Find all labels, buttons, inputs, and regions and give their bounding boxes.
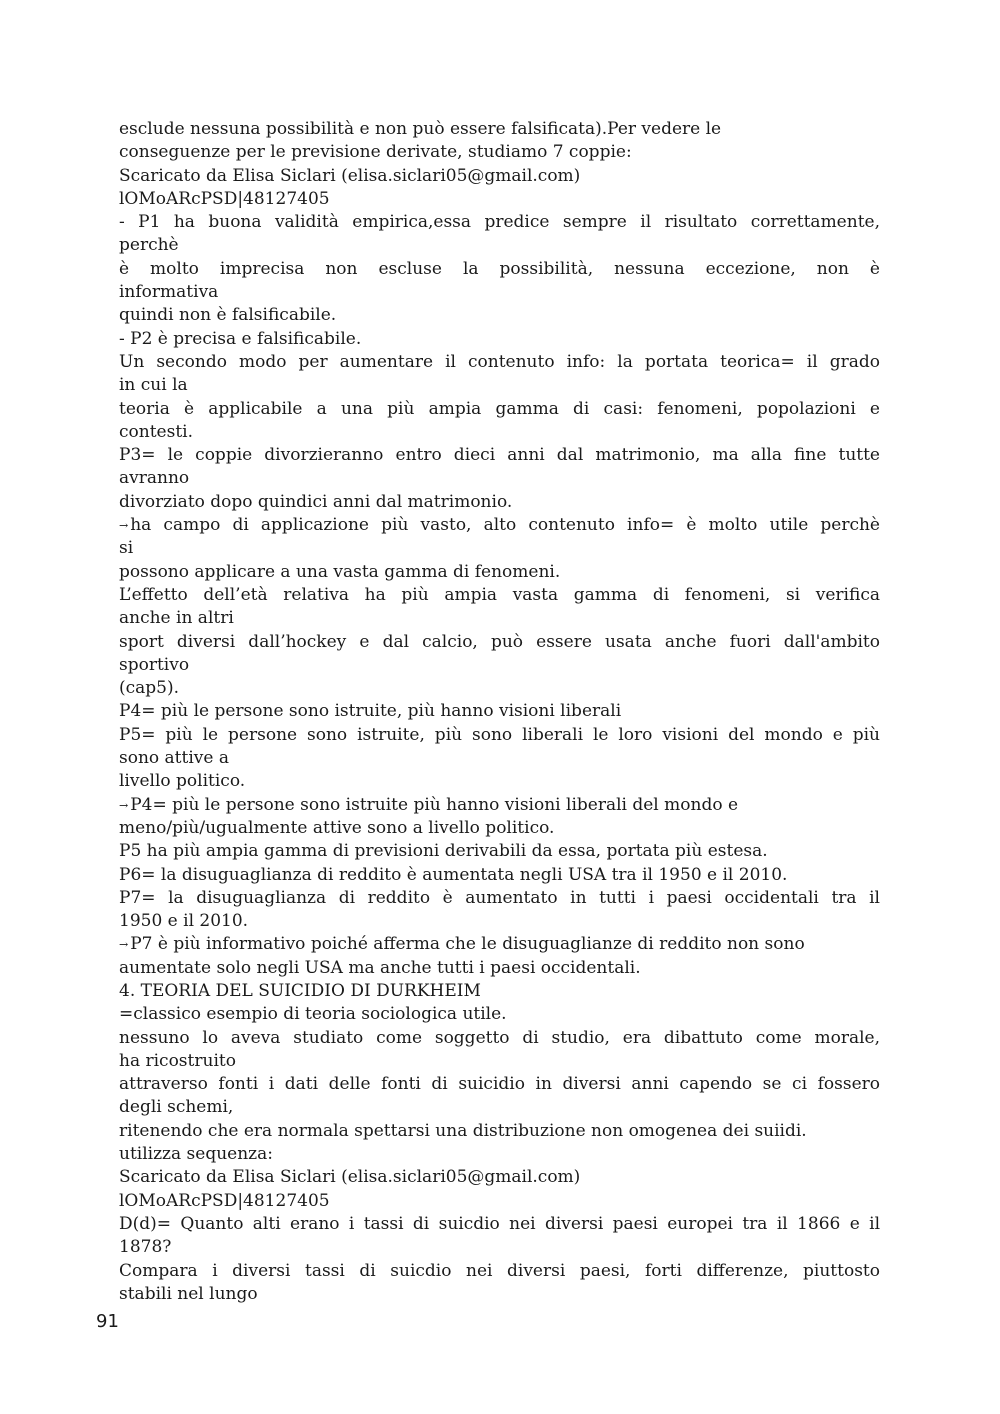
text-line [119, 421, 880, 444]
text-line-content: teoria è applicabile a una più ampia gamma di casi: fenomeni, popolazioni e [119, 398, 880, 419]
text-line-content: sportivo [119, 654, 190, 675]
text-line [119, 840, 880, 863]
text-line [119, 351, 880, 374]
text-line-content: anche in altri [119, 608, 234, 629]
text-line-content: perchè [119, 235, 179, 256]
text-line [119, 1260, 880, 1283]
text-line-content: P3= le coppie divorzieranno entro dieci anni dal matrimonio, ma alla fine tutte [119, 445, 880, 466]
text-line [119, 211, 880, 234]
arrow-icon: → [119, 938, 129, 952]
text-line [119, 514, 880, 537]
text-line-content: è molto imprecisa non escluse la possibilità, nessuna eccezione, non è [119, 258, 880, 279]
text-line [119, 770, 880, 793]
text-line-content: P7= la disuguaglianza di reddito è aumentato in tutti i paesi occidentali tra il [119, 887, 880, 908]
text-line [119, 304, 880, 327]
text-line [119, 258, 880, 281]
text-line-content: - P1 ha buona validità empirica,essa predice sempre il risultato correttamente, [119, 212, 880, 233]
text-line-content: - P2 è precisa e falsificabile. [119, 328, 362, 349]
text-line [119, 864, 880, 887]
text-line [119, 118, 880, 141]
text-line [119, 584, 880, 607]
text-line [119, 1143, 880, 1166]
text-line-content: (cap5). [119, 678, 180, 699]
text-line-content: P7 è più informativo poiché afferma che le disuguaglianze di reddito non sono [130, 934, 805, 955]
text-line [119, 1213, 880, 1236]
text-line-content: divorziato dopo quindici anni dal matrimonio. [119, 491, 513, 512]
text-line [119, 1027, 880, 1050]
text-line-content: quindi non è falsificabile. [119, 305, 337, 326]
text-line-content: D(d)= Quanto alti erano i tassi di suicdio nei diversi paesi europei tra il 1866 e il [119, 1213, 880, 1234]
text-line-content: stabili nel lungo [119, 1283, 258, 1304]
text-line [119, 374, 880, 397]
text-line-content: sono attive a [119, 748, 229, 769]
text-line-content: nessuno lo aveva studiato come soggetto di studio, era dibattuto come morale, [119, 1027, 880, 1048]
text-line [119, 654, 880, 677]
text-line [119, 1073, 880, 1096]
text-line-content: 1878? [119, 1237, 172, 1258]
text-line-content: informativa [119, 282, 219, 303]
text-line [119, 910, 880, 933]
text-line-content: conseguenze per le previsione derivate, studiamo 7 coppie: [119, 142, 632, 163]
text-line [119, 817, 880, 840]
text-line [119, 537, 880, 560]
text-line-content: 4. TEORIA DEL SUICIDIO DI DURKHEIM [119, 980, 481, 1001]
text-line [119, 165, 880, 188]
text-line-content: avranno [119, 468, 190, 489]
text-line [119, 747, 880, 770]
text-line [119, 933, 880, 956]
arrow-icon: → [119, 798, 129, 812]
text-line-content: P5= più le persone sono istruite, più sono liberali le loro visioni del mondo e più [119, 724, 880, 745]
text-line-content: sport diversi dall’hockey e dal calcio, può essere usata anche fuori dall'ambito [119, 631, 880, 652]
text-line [119, 398, 880, 421]
text-line-content: degli schemi, [119, 1097, 234, 1118]
arrow-icon: → [119, 519, 129, 533]
text-line-content: P4= più le persone sono istruite, più hanno visioni liberali [119, 701, 622, 722]
text-line-content: possono applicare a una vasta gamma di fenomeni. [119, 561, 561, 582]
text-line-content: Compara i diversi tassi di suicdio nei diversi paesi, forti differenze, piuttosto [119, 1260, 880, 1281]
text-line [119, 1096, 880, 1119]
text-line [119, 234, 880, 257]
text-line-content: P4= più le persone sono istruite più hanno visioni liberali del mondo e [130, 794, 739, 815]
text-line [119, 1120, 880, 1143]
text-line-content: esclude nessuna possibilità e non può essere falsificata).Per vedere le [119, 119, 722, 139]
text-line-content: =classico esempio di teoria sociologica utile. [119, 1004, 507, 1025]
text-line [119, 561, 880, 584]
text-line-content: L’effetto dell’età relativa ha più ampia vasta gamma di fenomeni, si verifica [119, 584, 880, 605]
text-line [119, 1050, 880, 1073]
text-line [119, 700, 880, 723]
text-line [119, 887, 880, 910]
text-line-content: Un secondo modo per aumentare il contenuto info: la portata teorica= il grado [119, 351, 880, 372]
text-line [119, 957, 880, 980]
text-line-content: Scaricato da Elisa Siclari (elisa.siclari05@gmail.com) [119, 1167, 581, 1188]
text-line [119, 1003, 880, 1026]
text-line [119, 467, 880, 490]
text-line-content: in cui la [119, 375, 188, 396]
text-line [119, 1190, 880, 1213]
text-line [119, 141, 880, 164]
text-line [119, 188, 880, 211]
text-line-content: contesti. [119, 421, 193, 442]
text-line-content: meno/più/ugualmente attive sono a livello politico. [119, 817, 555, 838]
text-line [119, 677, 880, 700]
text-line-content: aumentate solo negli USA ma anche tutti i paesi occidentali. [119, 957, 641, 978]
text-line-content: ha campo di applicazione più vasto, alto contenuto info= è molto utile perchè [130, 515, 880, 536]
page-number: 91 [96, 1311, 119, 1332]
text-line-content: livello politico. [119, 771, 246, 792]
text-line [119, 491, 880, 514]
text-line-content: P5 ha più ampia gamma di previsioni derivabili da essa, portata più estesa. [119, 841, 768, 862]
text-line-content: 1950 e il 2010. [119, 911, 249, 932]
text-line-content: attraverso fonti i dati delle fonti di suicidio in diversi anni capendo se ci fossero [119, 1074, 880, 1095]
text-line-content: lOMoARcPSD|48127405 [119, 188, 330, 209]
text-line [119, 1236, 880, 1259]
text-line [119, 631, 880, 654]
text-line-content: ritenendo che era normala spettarsi una distribuzione non omogenea dei suiidi. [119, 1120, 807, 1141]
text-line-content: si [119, 538, 134, 559]
text-line [119, 607, 880, 630]
text-line [119, 328, 880, 351]
text-line-content: lOMoARcPSD|48127405 [119, 1190, 330, 1211]
text-line [119, 794, 880, 817]
text-line-content: Scaricato da Elisa Siclari (elisa.siclari05@gmail.com) [119, 165, 581, 186]
document-body [119, 118, 880, 1306]
text-line-content: ha ricostruito [119, 1050, 236, 1071]
text-line [119, 980, 880, 1003]
text-line-content: P6= la disuguaglianza di reddito è aumentata negli USA tra il 1950 e il 2010. [119, 864, 788, 885]
text-line [119, 281, 880, 304]
text-line [119, 444, 880, 467]
text-line [119, 1166, 880, 1189]
text-line-content: utilizza sequenza: [119, 1144, 273, 1165]
text-line [119, 724, 880, 747]
text-line [119, 1283, 880, 1306]
